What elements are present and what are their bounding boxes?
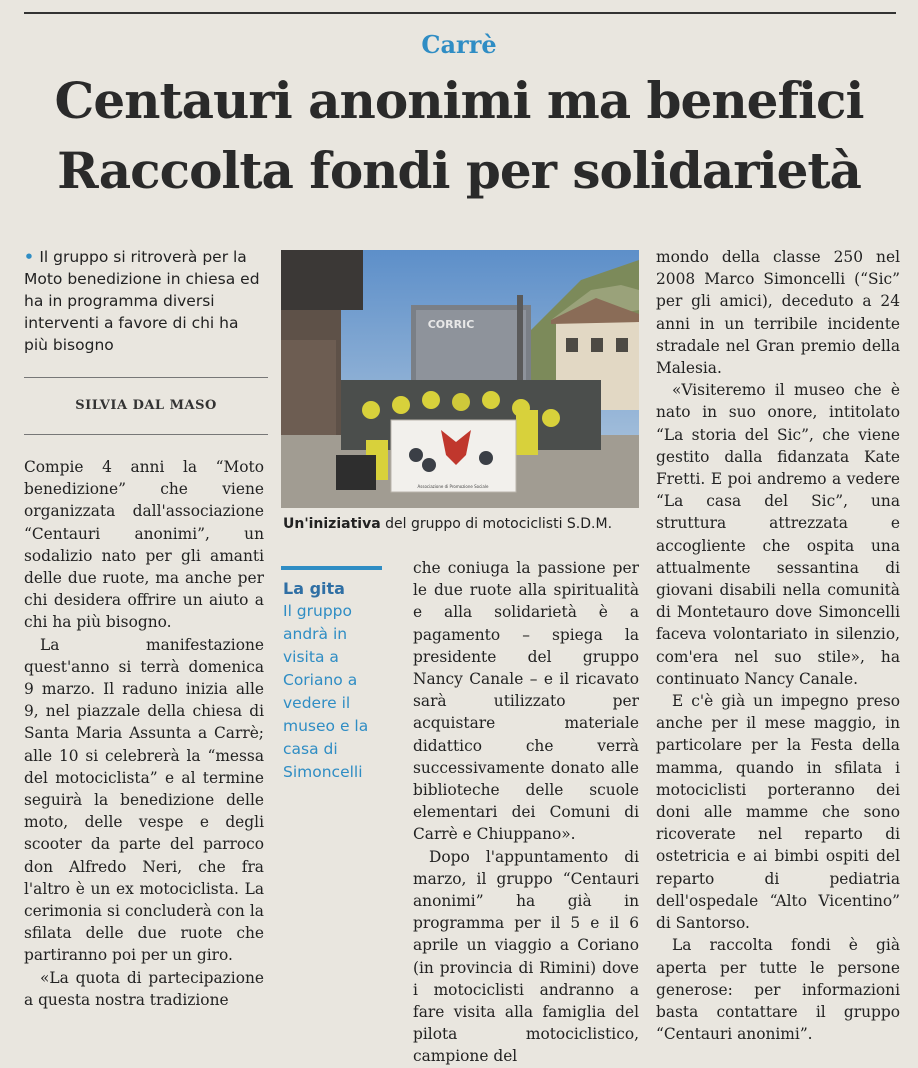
motorcyclists-photo [281,250,639,508]
summary-divider [24,377,268,378]
top-rule [24,12,896,14]
photo-caption [283,516,641,532]
summary-text: Il gruppo si ritroverà per la Moto benedizione in chiesa ed ha in programma diversi interventi a favore di chi ha più bisogno [24,248,260,354]
paragraph: che coniuga la passione per le due ruote alla spiritualità e alla solidarietà è a pagamento – spiega la presidente del gruppo Nancy Canale – e il ricavato sarà utilizzato per acquistare materiale didattico che verrà successivamente donato alle biblioteche delle scuole elementari dei Comuni di Carrè e Chiuppano». [413,559,639,844]
body-column-4 [656,246,900,1045]
paragraph: «Visiteremo il museo che è nato in suo onore, intitolato “La storia del Sic”, che viene gestito dalla fidanzata Kate Fretti. E poi andremo a vedere “La casa del Sic”, una struttura attrezzata e accogliente che ospita una attualmente sessantina di giovani disabili nella comunità di Montetauro dove Simoncelli faceva volontariato in silenzio, com'era nel suo stile», ha continuato Nancy Canale. [656,381,900,688]
caption-text: del gruppo di motociclisti S.D.M. [380,516,613,532]
body-column-3 [413,557,639,1068]
body-column-1 [24,456,264,1011]
paragraph: E c'è già un impegno preso anche per il mese maggio, in particolare per la Festa della mamma, quando in sfilata i motociclisti porteranno dei doni alle mamme che sono ricoverate nel reparto di ostetricia e ai bimbi ospiti del reparto di pediatria dell'ospedale “Alto Vicentino” di Santorso. [656,692,900,933]
paragraph: mondo della classe 250 nel 2008 Marco Simoncelli (“Sic” per gli amici), deceduto a 24 anni in un terribile incidente stradale nel Gran premio della Malesia. [656,248,900,378]
paragraph: Compie 4 anni la “Moto benedizione” che viene organizzata dall'associazione “Centauri anonimi”, un sodalizio nato per gli amanti delle due ruote, ma anche per chi desidera offrire un aiuto a chi ha più bisogno. [24,458,264,632]
paragraph: Dopo l'appuntamento di marzo, il gruppo “Centauri anonimi” ha già in programma per il 5 e il 6 aprile un viaggio a Coriano (in provincia di Rimini) dove i motociclisti andranno a fare visita alla famiglia del pilota motociclistico, campione del [413,847,639,1066]
caption-bold: Un'iniziativa [283,516,381,532]
section-label: Carrè [421,30,497,59]
sidebar-rule [281,566,382,570]
paragraph: La manifestazione quest'anno si terrà domenica 9 marzo. Il raduno inizia alle 9, nel piazzale della chiesa di Santa Maria Assunta a Carrè; alle 10 si celebrerà la “messa del motociclista” e al termine seguirà la benedizione delle moto, delle vespe e degli scooter da parte del parroco don Alfredo Neri, che fra l'altro è un ex motociclista. La cerimonia si concluderà con la sfilata delle due ruote che partiranno poi per un giro. [24,635,264,965]
article-photo [281,250,639,508]
sidebar-text: Il gruppo andrà in visita a Coriano a vedere il museo e la casa di Simoncelli [283,602,369,781]
paragraph: La raccolta fondi è già aperta per tutte le persone generose: per informazioni basta contattare il gruppo “Centauri anonimi”. [656,936,900,1044]
photo-banner-top-text: CORRIC [427,318,475,331]
photo-banner-text: Associazione di Promozione Sociale [417,484,489,489]
paragraph: «La quota di partecipazione a questa nostra tradizione [24,968,264,1009]
author-byline: SILVIA DAL MASO [75,398,217,413]
author-divider [24,434,268,435]
headline-line-2: Raccolta fondi per solidarietà [57,141,861,200]
article-summary [24,246,264,356]
sidebar-title: La gita [283,579,345,598]
headline-line-1: Centauri anonimi ma benefici [54,71,864,130]
bullet-icon: • [24,248,40,266]
